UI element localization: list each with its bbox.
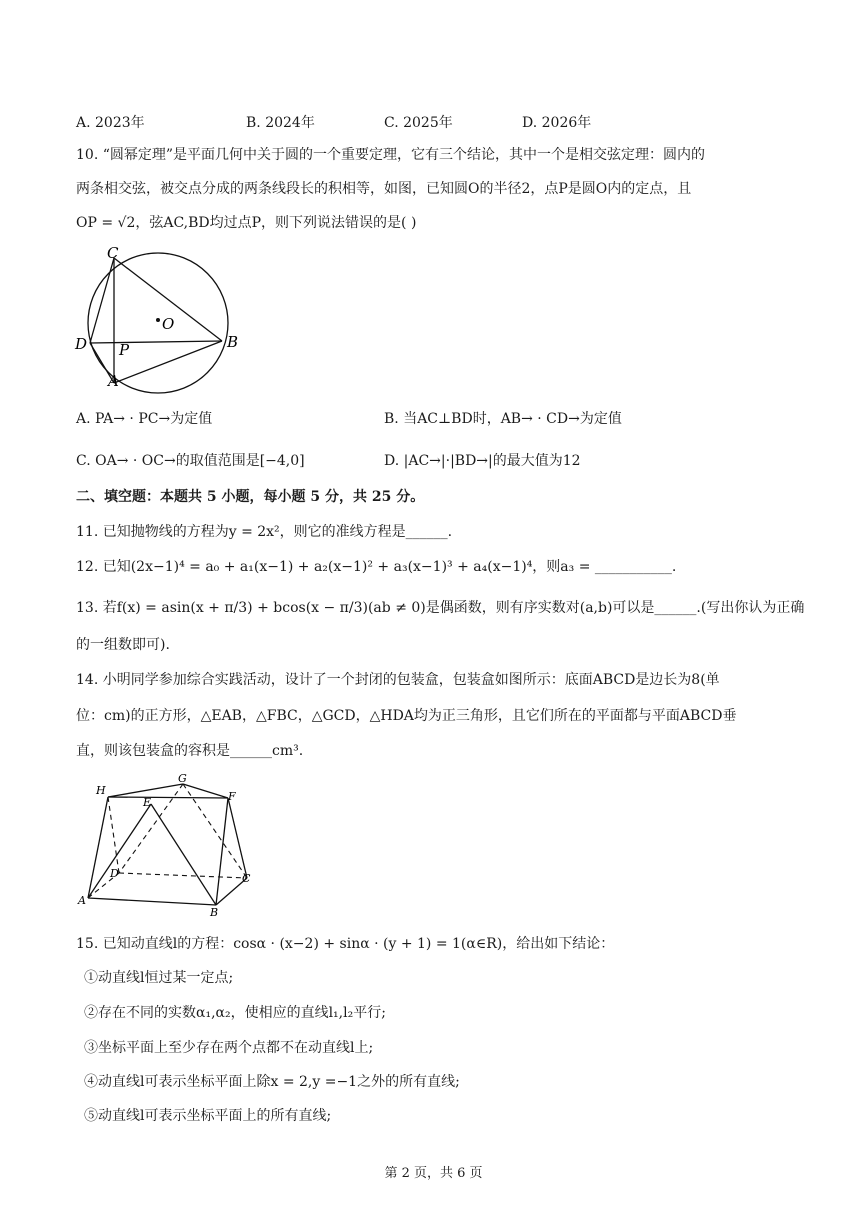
- label-c: C: [242, 872, 251, 885]
- q10-line-3: OP = √2，弦AC,BD均过点P，则下列说法错误的是( ): [76, 215, 417, 231]
- label-g: G: [178, 772, 187, 785]
- q9-option-c: C. 2025年: [384, 115, 453, 131]
- q9-option-a: A. 2023年: [76, 115, 145, 131]
- q13-line-2: 的一组数即可).: [76, 637, 170, 653]
- q10-line-1: 10. “圆幂定理”是平面几何中关于圆的一个重要定理，它有三个结论，其中一个是相交弦定理：圆内的: [76, 147, 706, 163]
- label-a: A: [78, 894, 86, 907]
- label-d: D: [75, 335, 88, 353]
- label-d: D: [110, 867, 119, 880]
- q14-line-3: 直，则该包装盒的容积是______cm³.: [76, 743, 304, 759]
- label-e: E: [143, 796, 152, 809]
- q15-item-1: ①动直线l恒过某一定点;: [84, 970, 234, 986]
- q10-option-b: B. 当AC⊥BD时，AB→ · CD→为定值: [384, 411, 622, 427]
- label-a: A: [108, 372, 119, 390]
- q9-option-b: B. 2024年: [246, 115, 315, 131]
- q15-item-4: ④动直线l可表示坐标平面上除x = 2,y =−1之外的所有直线;: [84, 1074, 460, 1090]
- label-p: P: [119, 341, 130, 359]
- q11-text: 11. 已知抛物线的方程为y = 2x²，则它的准线方程是______.: [76, 524, 453, 540]
- chord-cd: [90, 258, 114, 343]
- q15-item-5: ⑤动直线l可表示坐标平面上的所有直线;: [84, 1108, 332, 1124]
- q10-line-2: 两条相交弦，被交点分成的两条线段长的积相等，如图，已知圆O的半径2，点P是圆O内的定点，且: [76, 181, 692, 197]
- label-o: O: [162, 315, 175, 333]
- section-title: 二、填空题：本题共 5 小题，每小题 5 分，共 25 分。: [76, 489, 425, 505]
- q12-text: 12. 已知(2x−1)⁴ = a₀ + a₁(x−1) + a₂(x−1)² + a₃(x−1)³ + a₄(x−1)⁴，则a₃ = ___________.: [76, 559, 677, 575]
- q15-item-3: ③坐标平面上至少存在两个点都不在动直线l上;: [84, 1040, 374, 1056]
- chord-db: [90, 341, 222, 343]
- center-point-o: [156, 318, 160, 322]
- q10-option-a: A. PA→ · PC→为定值: [76, 411, 213, 427]
- label-b: B: [227, 333, 239, 351]
- q10-option-c: C. OA→ · OC→的取值范围是[−4,0]: [76, 453, 305, 469]
- label-c: C: [107, 244, 119, 262]
- q13-line-1: 13. 若f(x) = asin(x + π/3) + bcos(x − π/3)(ab ≠ 0)是偶函数，则有序实数对(a,b)可以是______.(写出你认为正确: [76, 600, 805, 616]
- q15-intro: 15. 已知动直线l的方程：cosα · (x−2) + sinα · (y + 1) = 1(α∈R)，给出如下结论：: [76, 936, 615, 952]
- page-footer: 第 2 页，共 6 页: [384, 1166, 483, 1181]
- q10-option-d: D. |AC→|·|BD→|的最大值为12: [384, 453, 581, 469]
- box-figure: [76, 770, 266, 920]
- q14-line-1: 14. 小明同学参加综合实践活动，设计了一个封闭的包装盒，包装盒如图所示：底面ABCD是边长为8(单: [76, 672, 720, 688]
- label-f: F: [228, 790, 236, 803]
- circle-figure: [70, 240, 250, 400]
- q9-option-d: D. 2026年: [522, 115, 592, 131]
- label-b: B: [210, 906, 219, 919]
- label-h: H: [96, 784, 106, 797]
- q15-item-2: ②存在不同的实数α₁,α₂，使相应的直线l₁,l₂平行;: [84, 1005, 386, 1021]
- q14-line-2: 位：cm)的正方形，△EAB，△FBC，△GCD，△HDA均为正三角形，且它们所在的平面都与平面ABCD垂: [76, 708, 737, 724]
- chord-ab: [114, 341, 222, 383]
